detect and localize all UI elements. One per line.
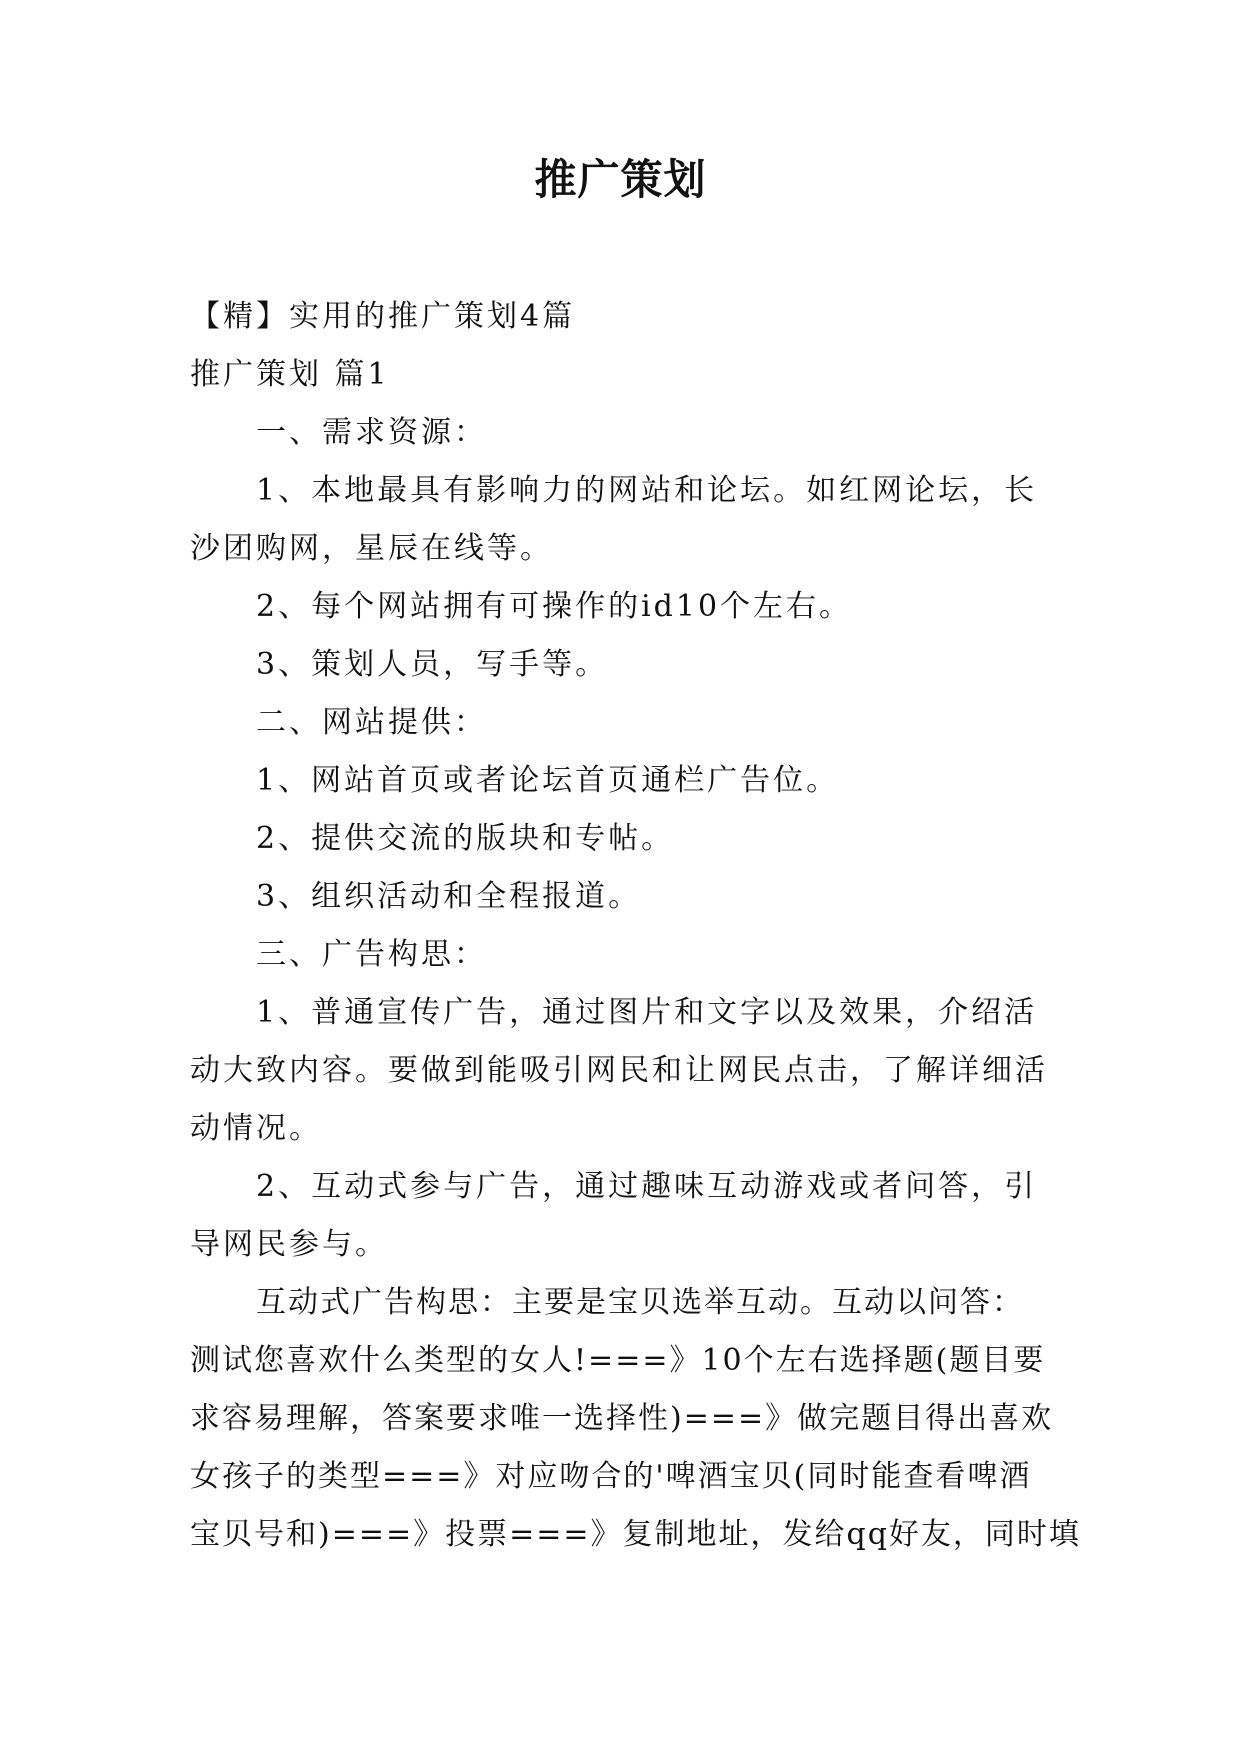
paragraph-line: 三、广告构思： — [256, 937, 487, 972]
subtitle-line: 【精】实用的推广策划4篇 — [190, 299, 576, 334]
paragraph-line: 1、本地最具有影响力的网站和论坛。如红网论坛，长 — [256, 473, 1038, 508]
paragraph-line: 宝贝号和)===》投票===》复制地址，发给qq好友，同时填 — [190, 1517, 1081, 1552]
paragraph-line: 1、普通宣传广告，通过图片和文字以及效果，介绍活 — [256, 995, 1038, 1030]
paragraph-line: 动大致内容。要做到能吸引网民和让网民点击，了解详细活 — [190, 1053, 1048, 1088]
paragraph-line: 互动式广告构思：主要是宝贝选举互动。互动以问答： — [256, 1285, 1024, 1320]
paragraph-line: 2、提供交流的版块和专帖。 — [256, 821, 675, 856]
paragraph-line: 二、网站提供： — [256, 705, 487, 740]
document-body — [190, 288, 1081, 1564]
paragraph-line: 一、需求资源： — [256, 415, 487, 450]
paragraph-line: 3、策划人员，写手等。 — [256, 647, 609, 682]
paragraph-line: 测试您喜欢什么类型的女人!===》10个左右选择题(题目要 — [190, 1343, 1046, 1378]
paragraph-line: 3、组织活动和全程报道。 — [256, 879, 642, 914]
paragraph-line: 2、互动式参与广告，通过趣味互动游戏或者问答，引 — [256, 1169, 1038, 1204]
paragraph-line: 沙团购网，星辰在线等。 — [190, 531, 553, 566]
paragraph-line: 求容易理解，答案要求唯一选择性)===》做完题目得出喜欢 — [190, 1401, 1054, 1436]
section-heading: 推广策划 篇1 — [190, 357, 390, 392]
paragraph-line: 2、每个网站拥有可操作的id10个左右。 — [256, 589, 853, 624]
document-title: 推广策划 — [534, 155, 707, 204]
paragraph-line: 动情况。 — [190, 1111, 322, 1146]
paragraph-line: 导网民参与。 — [190, 1227, 388, 1262]
paragraph-line: 1、网站首页或者论坛首页通栏广告位。 — [256, 763, 840, 798]
paragraph-line: 女孩子的类型===》对应吻合的'啤酒宝贝(同时能查看啤酒 — [190, 1459, 1032, 1494]
